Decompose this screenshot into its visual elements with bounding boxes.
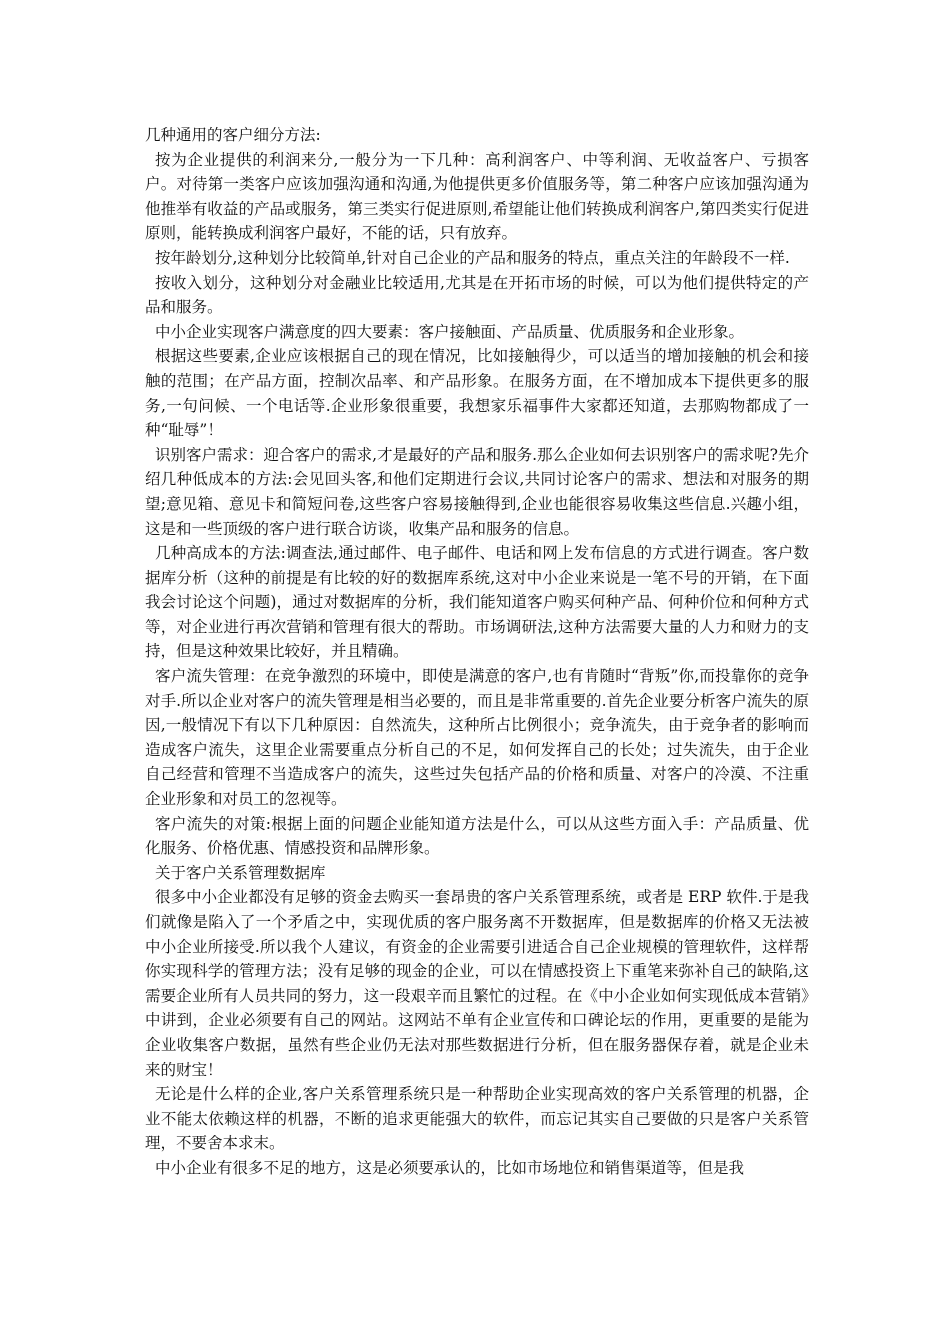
paragraph-income-segmentation: 按收入划分，这种划分对金融业比较适用,尤其是在开拓市场的时候，可以为他们提供特定的产品和服务。: [145, 273, 809, 317]
paragraph-age-segmentation: 按年龄划分,这种划分比较简单,针对自己企业的产品和服务的特点，重点关注的年龄段不一样.: [155, 248, 790, 267]
paragraph-identify-needs: 识别客户需求：迎合客户的需求,才是最好的产品和服务.那么企业如何去识别客户的需求呢?先介绍几种低成本的方法:会见回头客,和他们定期进行会议,共同讨论客户的需求、想法和对服务的期望;意见箱、意见卡和简短问卷,这些客户容易接触得到,企业也能很容易收集这些信息.兴趣小组，这是和一些顶级的客户进行联合访谈，收集产品和服务的信息。: [145, 445, 809, 538]
section-heading: 几种通用的客户细分方法:: [145, 126, 321, 144]
paragraph-churn-management: 客户流失管理：在竞争激烈的环境中，即使是满意的客户,也有肯随时“背叛”你,而投靠你的竞争对手.所以企业对客户的流失管理是相当必要的，而且是非常重要的.首先企业要分析客户流失的原因,一般情况下有以下几种原因：自然流失，这种所占比例很小；竞争流失，由于竞争者的影响而造成客户流失，这里企业需要重点分析自己的不足，如何发挥自己的长处；过失流失，由于企业自己经营和管理不当造成客户的流失，这些过失包括产品的价格和质量、对客户的冷漠、不注重企业形象和对员工的忽视等。: [145, 667, 809, 809]
paragraph-churn-countermeasures: 客户流失的对策:根据上面的问题企业能知道方法是什么，可以从这些方面入手：产品质量、优化服务、价格优惠、情感投资和品牌形象。: [145, 814, 809, 858]
document-body: [145, 123, 809, 1181]
paragraph-high-cost-methods: 几种高成本的方法:调查法,通过邮件、电子邮件、电话和网上发布信息的方式进行调查。客户数据库分析（这种的前提是有比较的好的数据库系统,这对中小企业来说是一笔不号的开销，在下面我会讨论这个问题)，通过对数据库的分析，我们能知道客户购买何种产品、何种价位和何种方式等，对企业进行再次营销和管理有很大的帮助。市场调研法,这种方法需要大量的人力和财力的支持，但是这种效果比较好，并且精确。: [145, 544, 809, 661]
paragraph-crm-system: 无论是什么样的企业,客户关系管理系统只是一种帮助企业实现高效的客户关系管理的机器，企业不能太依赖这样的机器，不断的追求更能强大的软件，而忘记其实自己要做的只是客户关系管理，不要舍本求末。: [145, 1085, 809, 1153]
paragraph-factor-actions: 根据这些要素,企业应该根据自己的现在情况，比如接触得少，可以适当的增加接触的机会和接触的范围；在产品方面，控制次品率、和产品形象。在服务方面，在不增加成本下提供更多的服务,一句问候、一个电话等.企业形象很重要，我想家乐福事件大家都还知道，去那购物都成了一种“耻辱”！: [145, 347, 809, 440]
paragraph-satisfaction-factors: 中小企业实现客户满意度的四大要素：客户接触面、产品质量、优质服务和企业形象。: [155, 322, 745, 341]
paragraph-sme-weakness: 中小企业有很多不足的地方，这是必须要承认的，比如市场地位和销售渠道等，但是我: [155, 1158, 745, 1177]
paragraph-profit-segmentation: 按为企业提供的利润来分,一般分为一下几种：高利润客户、中等利润、无收益客户、亏损客户。对待第一类客户应该加强沟通和沟通,为他提供更多价值服务等，第二种客户应该加强沟通为他推举有收益的产品或服务，第三类实行促进原则,希望能让他们转换成利润客户,第四类实行促进原则，能转换成利润客户最好，不能的话，只有放弃。: [145, 150, 809, 243]
paragraph-crm-database: 很多中小企业都没有足够的资金去购买一套昂贵的客户关系管理系统，或者是 ERP 软件.于是我们就像是陷入了一个矛盾之中，实现优质的客户服务离不开数据库，但是数据库的价格又无法被中小企业所接受.所以我个人建议，有资金的企业需要引进适合自己企业规模的管理软件，这样帮你实现科学的管理方法；没有足够的现金的企业，可以在情感投资上下重笔来弥补自己的缺陷,这需要企业所有人员共同的努力，这一段艰辛而且繁忙的过程。在《中小企业如何实现低成本营销》中讲到，企业必须要有自己的网站。这网站不单有企业宣传和口碑论坛的作用，更重要的是能为企业收集客户数据，虽然有些企业仍无法对那些数据进行分析，但在服务器保存着，就是企业未来的财宝！: [145, 888, 809, 1079]
paragraph-crm-database-title: 关于客户关系管理数据库: [155, 863, 326, 882]
